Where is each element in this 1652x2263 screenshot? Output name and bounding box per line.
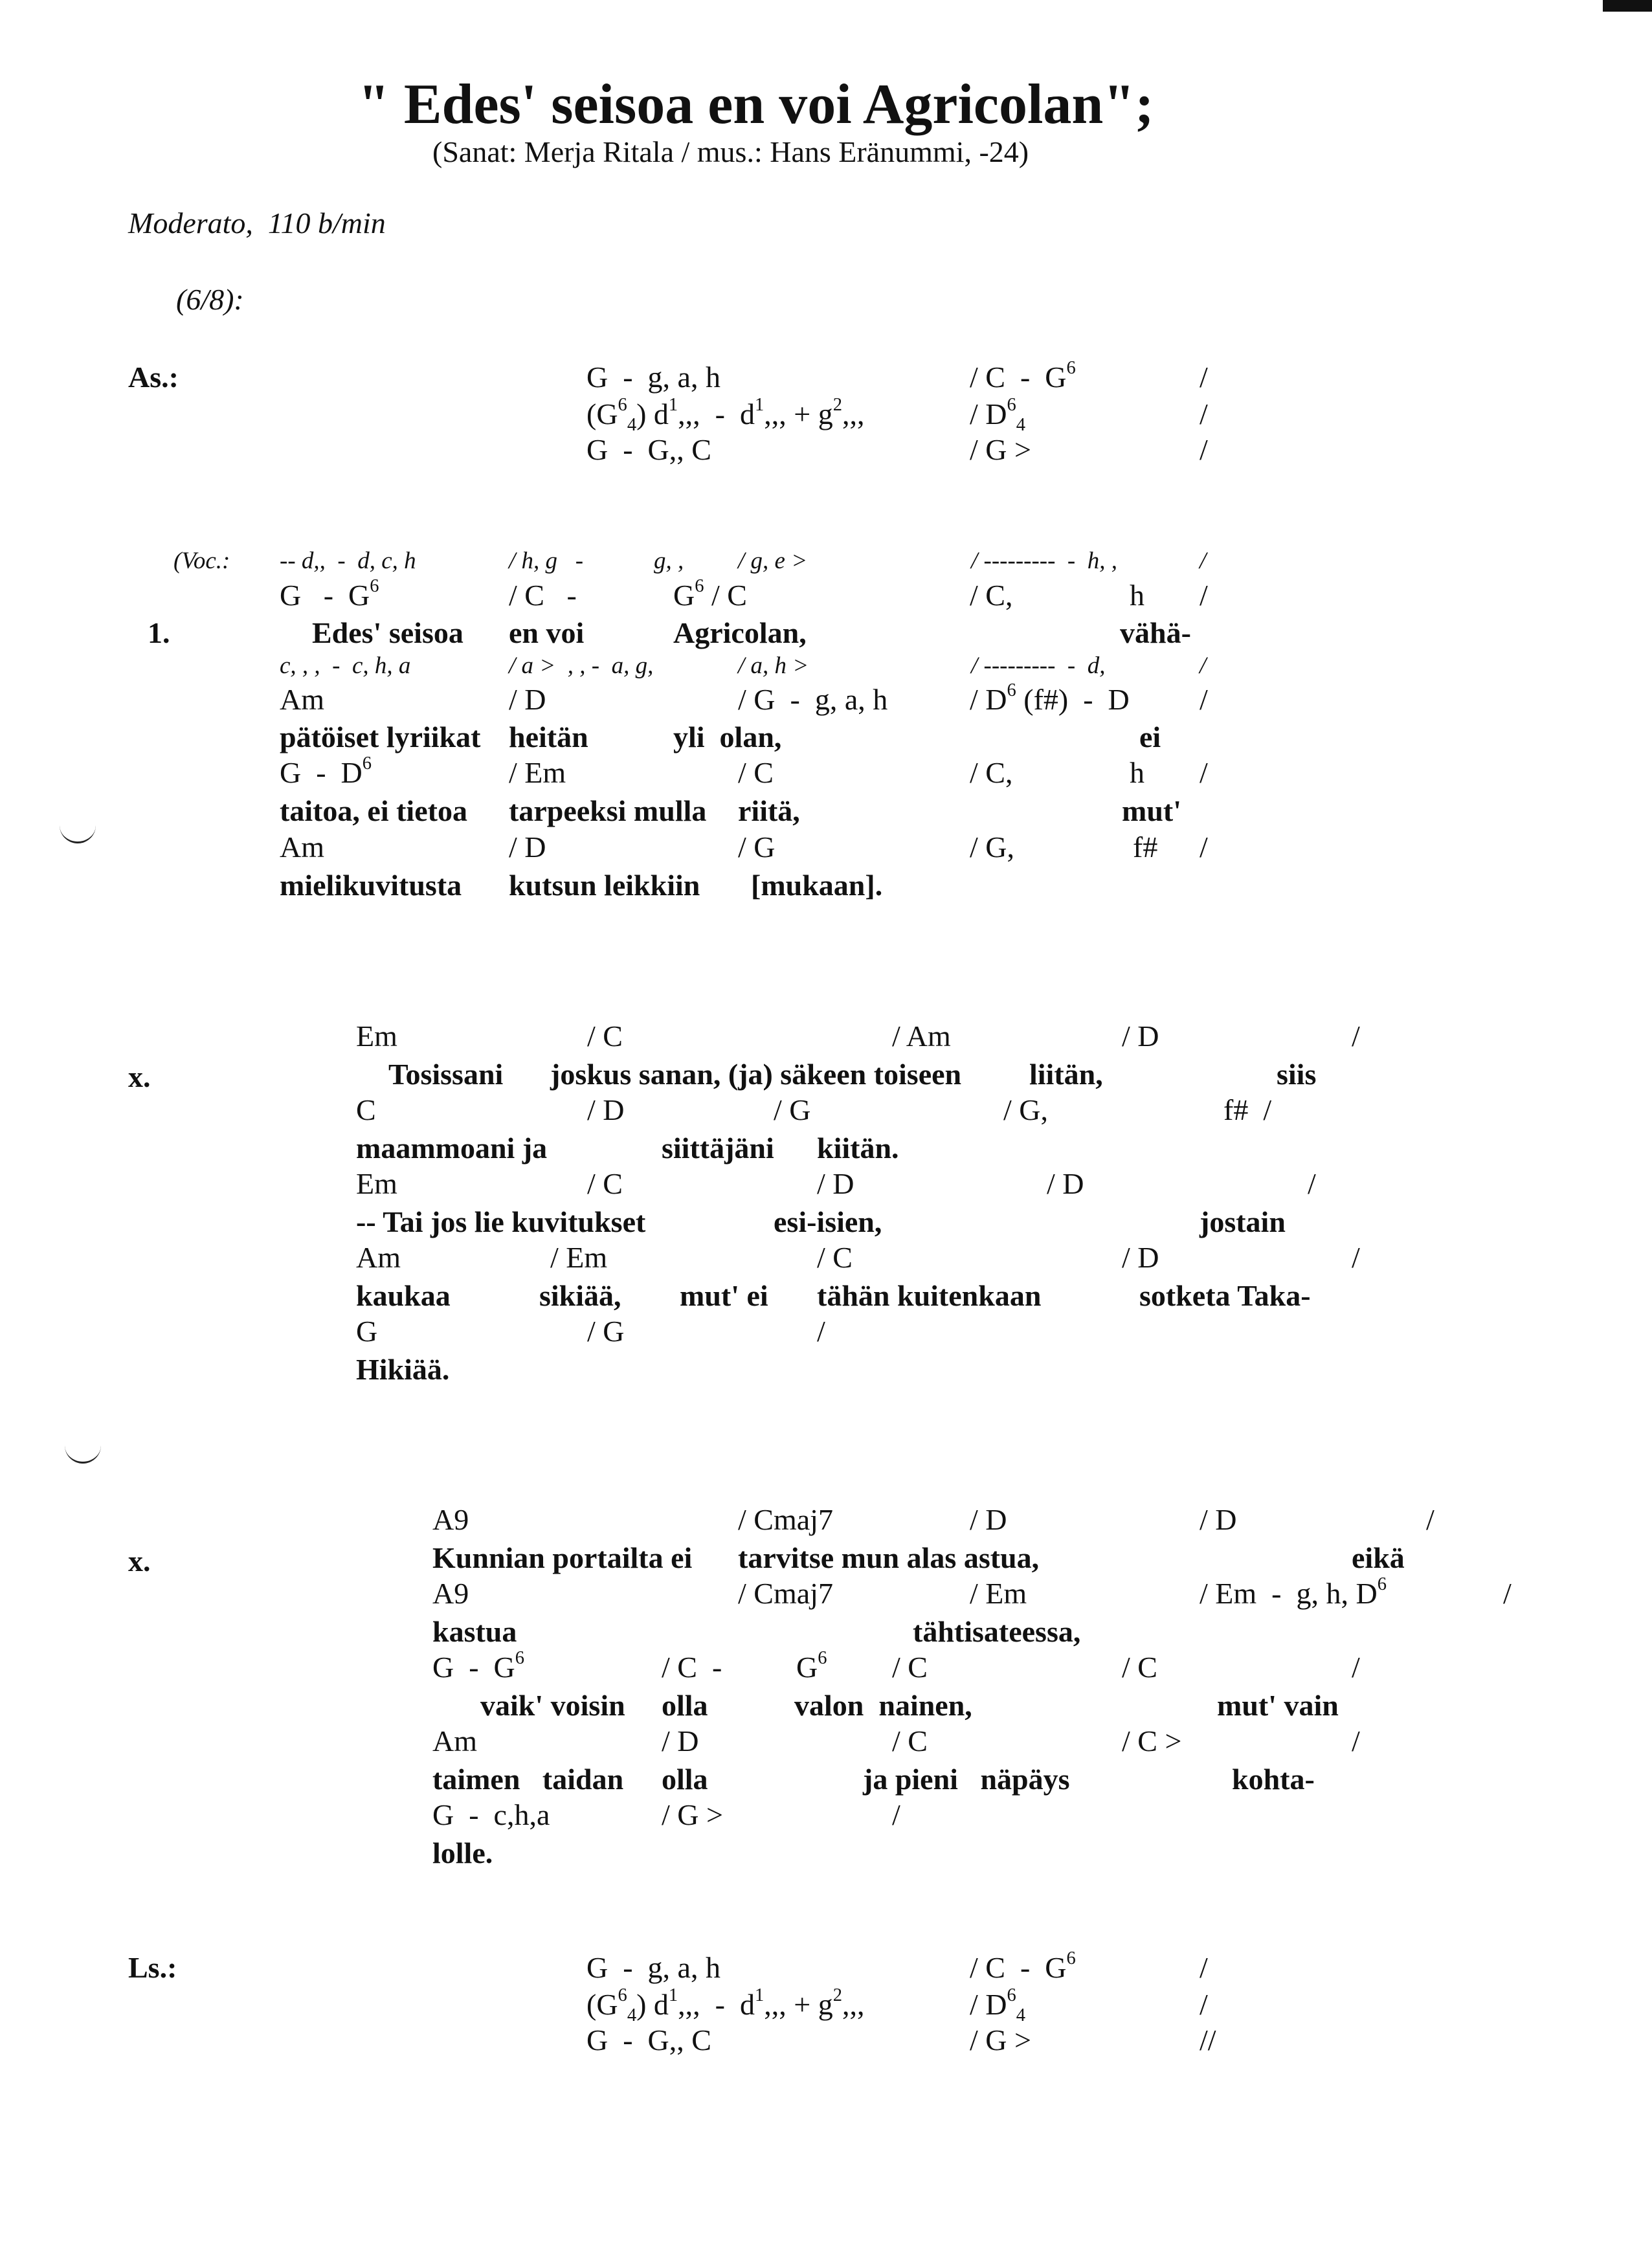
chord: G - G,, C [586, 2023, 711, 2057]
intro-label: As.: [128, 361, 179, 394]
bar-line: / [1352, 1651, 1360, 1684]
lyric: [mukaan]. [751, 869, 883, 902]
chord: / G [774, 1093, 811, 1126]
chord: / G > [970, 2023, 1031, 2057]
lyric: Agricolan, [673, 616, 807, 649]
chord: / C - [509, 579, 577, 612]
bar-line: / [1200, 579, 1208, 612]
chord: / D [509, 683, 546, 716]
lyric: kiitän. [817, 1132, 899, 1165]
lyric: mielikuvitusta [280, 869, 462, 902]
bar-line: / [1200, 433, 1208, 466]
chord: f# [1133, 831, 1158, 864]
chord: G [356, 1315, 378, 1348]
chord: / C [587, 1167, 623, 1200]
melody-notes: / a > , , - a, g, [509, 652, 654, 679]
chord: / G [587, 1315, 625, 1348]
chord: / D [1200, 1503, 1237, 1536]
bar-line: / [1200, 756, 1208, 789]
chord: / C - $G^6$ [970, 358, 1076, 394]
verse-number: 1. [148, 616, 170, 649]
melody-notes: c, , , - c, h, a [280, 652, 411, 679]
chord: / C [817, 1241, 853, 1274]
song-title: " Edes' seisoa en voi Agricolan"; [358, 73, 1154, 136]
bar-line: / [1352, 1724, 1360, 1757]
chord: / C, [970, 579, 1013, 612]
chord: / D [1047, 1167, 1084, 1200]
chord: / D [1122, 1241, 1159, 1274]
lyric: ei [1139, 720, 1161, 753]
chord: / D [970, 1503, 1007, 1536]
lyric: heitän [509, 720, 588, 753]
lyric: pätöiset lyriikat [280, 720, 481, 753]
lyric: Edes' seisoa [312, 616, 463, 649]
lyric: en voi [509, 616, 585, 649]
melody-notes: / --------- - h, , [971, 548, 1117, 574]
chord: $G^6$ [796, 1648, 827, 1684]
chord: / G - g, a, h [738, 683, 888, 716]
chord: / D [509, 831, 546, 864]
chord: / Cmaj7 [738, 1503, 833, 1536]
chord: / Em [550, 1241, 608, 1274]
chord: h [1130, 579, 1144, 612]
lyric: valon nainen, [794, 1689, 972, 1722]
chord: / Cmaj7 [738, 1577, 833, 1610]
lyric: sotketa Taka- [1139, 1279, 1311, 1312]
chord: $G^6$ / C [673, 576, 747, 612]
chord: / G, [1003, 1093, 1048, 1126]
pencil-mark [60, 816, 96, 843]
lyric: esi-isien, [774, 1205, 882, 1238]
chord: / $D^6_4$ [970, 1985, 1026, 2026]
lyric: jostain [1200, 1205, 1286, 1238]
chord: / D [662, 1724, 699, 1757]
bar-line: / [1200, 652, 1207, 679]
chord: Em [356, 1020, 397, 1053]
lyric: mut' vain [1217, 1689, 1339, 1722]
chord: G - c,h,a [432, 1798, 550, 1831]
chord: / D [1122, 1020, 1159, 1053]
lyric: kastua [432, 1615, 517, 1648]
lyric: ja pieni näpäys [863, 1763, 1070, 1796]
song-credits: (Sanat: Merja Ritala / mus.: Hans Eränummi, -24) [432, 135, 1029, 168]
lyric: kutsun leikkiin [509, 869, 700, 902]
bar-line: / [1352, 1020, 1360, 1053]
chord: G - g, a, h [586, 1951, 720, 1984]
chord: / G, [970, 831, 1014, 864]
bar-line: / [1426, 1503, 1434, 1536]
melody-notes: / --------- - d, [971, 652, 1106, 679]
lyric: sikiää, [539, 1279, 621, 1312]
melody-notes: g, , [654, 548, 684, 574]
melody-notes: / a, h > [738, 652, 809, 679]
chord: / C [892, 1724, 928, 1757]
chord: A9 [432, 1577, 469, 1610]
chord: Am [356, 1241, 401, 1274]
outro-label: Ls.: [128, 1951, 177, 1984]
bar-line: / [1200, 361, 1208, 394]
lyric: tähtisateessa, [913, 1615, 1081, 1648]
chord: / C [587, 1020, 623, 1053]
chord: / Em - g, h, $D^6$ [1200, 1574, 1387, 1610]
chord: / $D^6_4$ [970, 395, 1026, 436]
lyric: tähän kuitenkaan [817, 1279, 1042, 1312]
chord: h [1130, 756, 1144, 789]
section-label: x. [128, 1060, 151, 1093]
lyric: taimen taidan [432, 1763, 624, 1796]
lyric: olla [662, 1689, 708, 1722]
lyric: mut' ei [680, 1279, 768, 1312]
lyric: siittäjäni [662, 1132, 774, 1165]
section-label: x. [128, 1544, 151, 1577]
chord: Am [280, 831, 324, 864]
lyric: vaik' voisin [480, 1689, 625, 1722]
chord: G - $G^6$ [280, 576, 379, 612]
chord: / C > [1122, 1724, 1182, 1757]
lyric: tarpeeksi mulla [509, 794, 707, 827]
chord: / $D^6$ (f#) - D [970, 680, 1130, 716]
scan-corner-mark [1603, 0, 1652, 12]
bar-line: / [1503, 1577, 1512, 1610]
lyric: riitä, [738, 794, 800, 827]
chord: / C [892, 1651, 928, 1684]
chord: / C, [970, 756, 1013, 789]
chord: / C [1122, 1651, 1157, 1684]
lyric: maammoani ja [356, 1132, 548, 1165]
lyric: siis [1277, 1058, 1317, 1091]
melody-notes: / g, e > [738, 548, 808, 574]
bar-line: / [1200, 683, 1208, 716]
vocal-label: (Voc.: [173, 548, 230, 574]
lyric: kaukaa [356, 1279, 451, 1312]
tempo-marking: Moderato, 110 b/min [128, 206, 386, 240]
bar-line: / [1200, 397, 1208, 430]
lyric: -- Tai jos lie kuvitukset [356, 1205, 646, 1238]
chord: Em [356, 1167, 397, 1200]
bar-line: / [1200, 831, 1208, 864]
bar-line: / [892, 1798, 900, 1831]
melody-notes: / h, g - [509, 548, 584, 574]
chord: G - $D^6$ [280, 753, 372, 789]
chord: / Em [970, 1577, 1027, 1610]
lyric: kohta- [1232, 1763, 1315, 1796]
chord: / D [817, 1167, 854, 1200]
lyric: Hikiää. [356, 1353, 450, 1386]
chord: / G [738, 831, 776, 864]
lyric: lolle. [432, 1836, 493, 1869]
chord: G - G,, C [586, 433, 711, 466]
chord: / D [587, 1093, 625, 1126]
time-signature: (6/8): [176, 283, 244, 316]
lyric: Tosissani [388, 1058, 504, 1091]
chord: $(G^6_4)$ $d^1$,,, - $d^1$,,, + $g^2$,,, [586, 1985, 865, 2026]
chord: f# / [1223, 1093, 1272, 1126]
bar-line: / [1352, 1241, 1360, 1274]
lyric: mut' [1122, 794, 1181, 827]
chord: / G > [662, 1798, 723, 1831]
chord: Am [280, 683, 324, 716]
bar-line: / [1308, 1167, 1316, 1200]
lyric: vähä- [1120, 616, 1191, 649]
lyric: taitoa, ei tietoa [280, 794, 467, 827]
chord: G - g, a, h [586, 361, 720, 394]
chord: G - $G^6$ [432, 1648, 525, 1684]
lyric: tarvitse mun alas astua, [738, 1541, 1040, 1574]
chord: / C - [662, 1651, 722, 1684]
bar-line: / [1200, 1951, 1208, 1984]
pencil-mark [65, 1436, 101, 1464]
chord: $(G^6_4)$ $d^1$,,, - $d^1$,,, + $g^2$,,, [586, 395, 865, 436]
melody-notes: -- d,, - d, c, h [280, 548, 416, 574]
lyric: eikä [1352, 1541, 1405, 1574]
lyric: joskus sanan, (ja) säkeen toiseen [550, 1058, 962, 1091]
lyric: liitän, [1029, 1058, 1103, 1091]
bar-line: / [1200, 1988, 1208, 2021]
chord: A9 [432, 1503, 469, 1536]
lyric: Kunnian portailta ei [432, 1541, 693, 1574]
chord: / Am [892, 1020, 951, 1053]
chord: / C [738, 756, 774, 789]
bar-line: / [1200, 548, 1207, 574]
chord: C [356, 1093, 376, 1126]
chord: / C - $G^6$ [970, 1948, 1076, 1984]
lyric: yli olan, [673, 720, 782, 753]
chord: / Em [509, 756, 566, 789]
bar-line: / [817, 1315, 825, 1348]
chord: / G > [970, 433, 1031, 466]
final-bar-line: // [1200, 2023, 1216, 2057]
chord: Am [432, 1724, 477, 1757]
lyric: olla [662, 1763, 708, 1796]
